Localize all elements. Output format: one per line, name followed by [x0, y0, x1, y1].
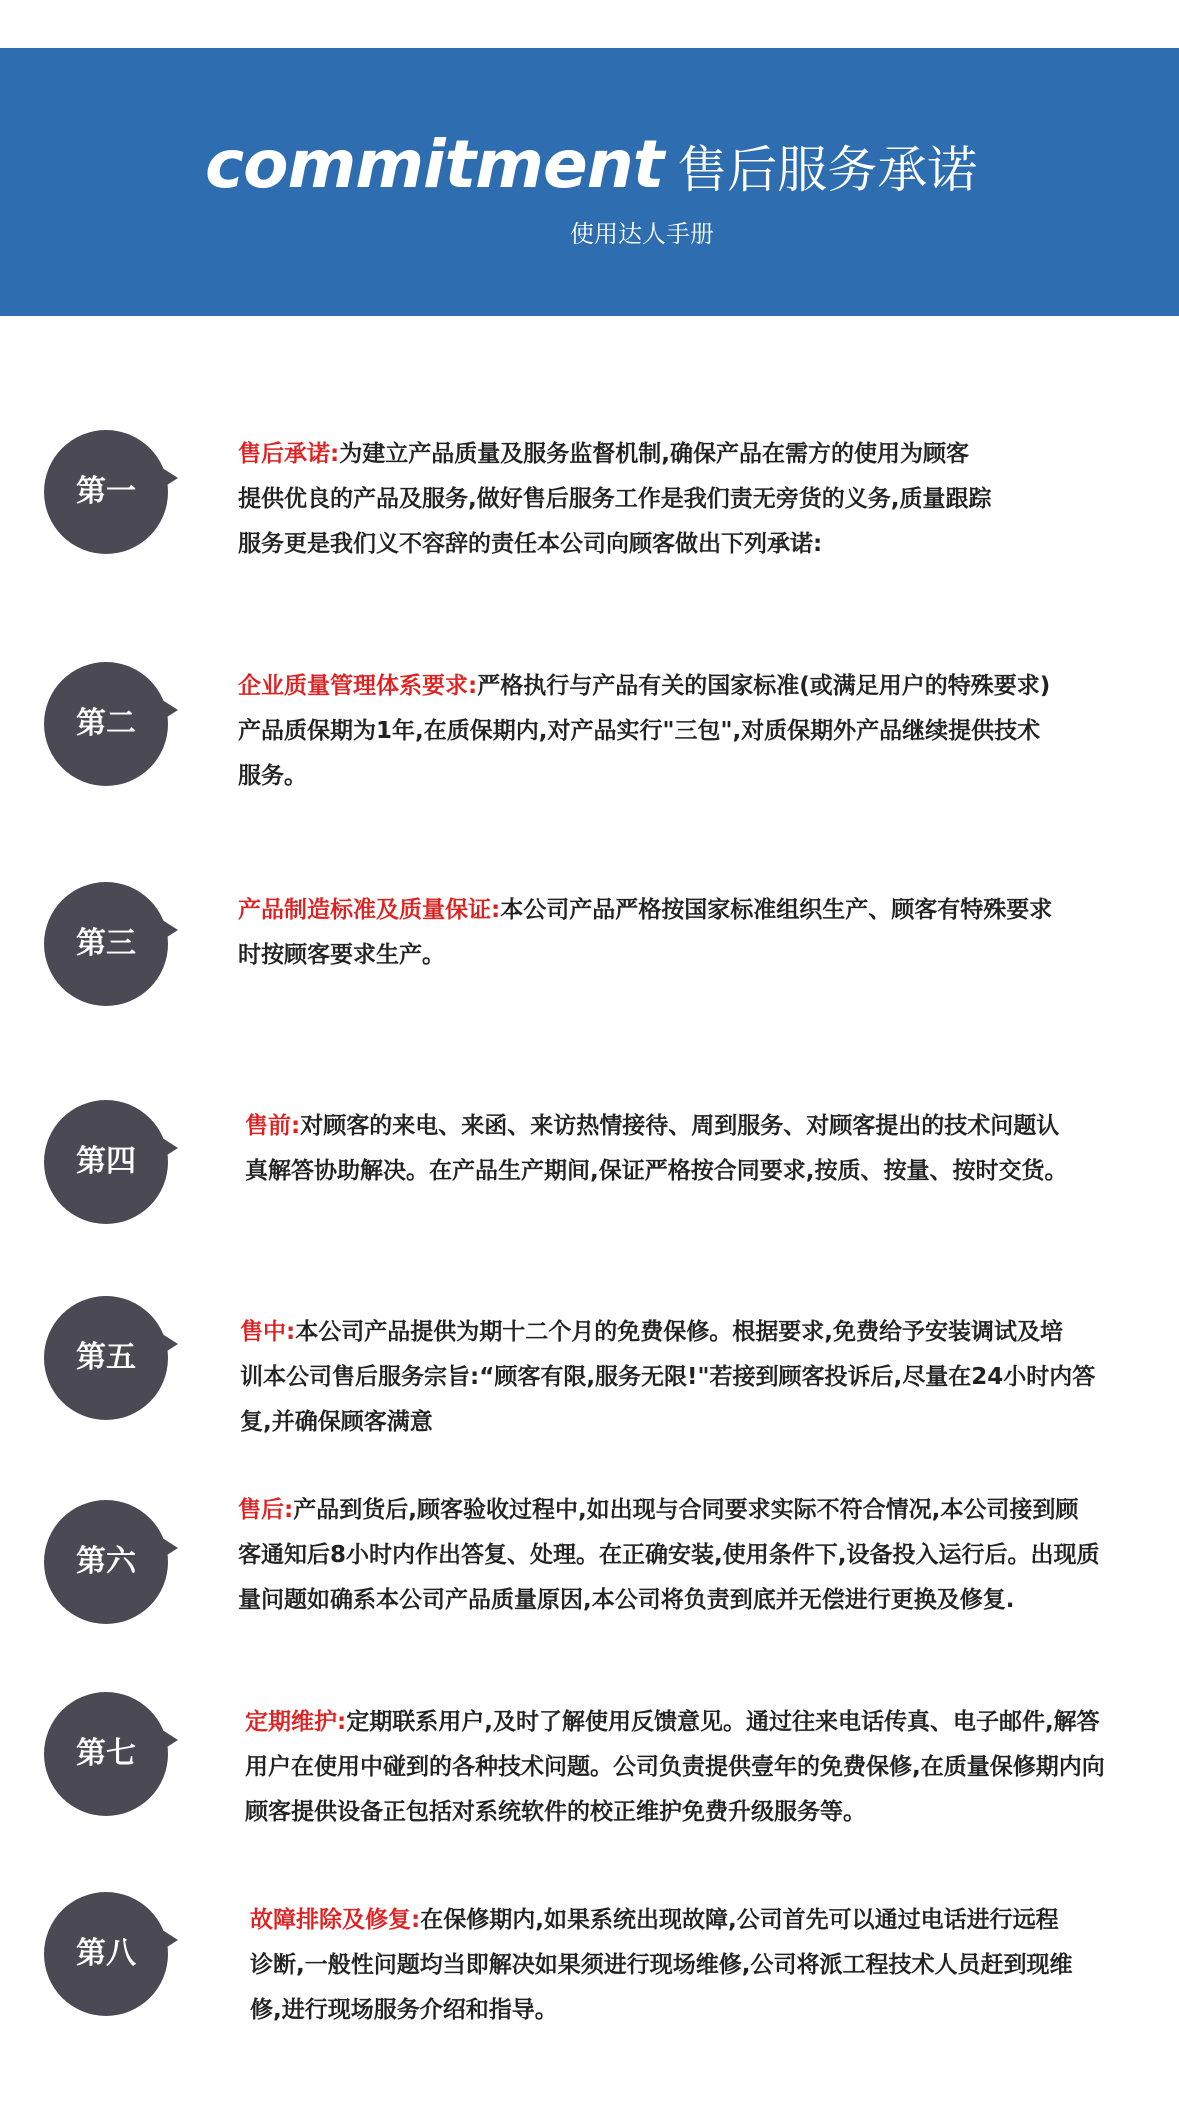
item-text: 售后承诺:为建立产品质量及服务监督机制,确保产品在需方的使用为顾客 提供优良的产品及服务,做好售后服务工作是我们责无旁货的义务,质量跟踪 服务更是我们义不容辞的责任本公司向顾客做出下列承诺: [238, 441, 992, 557]
item-badge: 第七 [44, 1692, 168, 1816]
item-badge: 第二 [44, 662, 168, 786]
item-text: 企业质量管理体系要求:严格执行与产品有关的国家标准(或满足用户的特殊要求) 产品质保期为1年,在质保期内,对产品实行"三包",对质保期外产品继续提供技术 服务。 [238, 673, 1051, 789]
item-text: 售前:对顾客的来电、来函、来访热情接待、周到服务、对顾客提出的技术问题认 真解答协助解决。在产品生产期间,保证严格按合同要求,按质、按量、按时交货。 [245, 1113, 1068, 1184]
item-text: 定期维护:定期联系用户,及时了解使用反馈意见。通过往来电话传真、电子邮件,解答 用户在使用中碰到的各种技术问题。公司负责提供壹年的免费保修,在质量保修期内向 顾客提供设备正包括对系统软件的校正维护免费升级服务等。 [245, 1709, 1105, 1825]
item-label: 定期维护: [245, 1709, 347, 1735]
item-badge: 第四 [44, 1100, 168, 1224]
header-title [205, 126, 977, 203]
item-label: 售前: [245, 1113, 301, 1139]
title-english: commitment [205, 126, 664, 203]
item-label: 售后承诺: [238, 441, 340, 467]
item-badge: 第一 [44, 430, 168, 554]
item-label: 故障排除及修复: [250, 1907, 421, 1933]
item-badge: 第六 [44, 1500, 168, 1624]
item-label: 售后: [238, 1497, 294, 1523]
item-label: 产品制造标准及质量保证: [238, 897, 501, 923]
item-text: 售后:产品到货后,顾客验收过程中,如出现与合同要求实际不符合情况,本公司接到顾 客通知后8小时内作出答复、处理。在正确安装,使用条件下,设备投入运行后。出现质 量问题如确系本公司产品质量原因,本公司将负责到底并无偿进行更换及修复. [238, 1497, 1100, 1613]
item-text: 产品制造标准及质量保证:本公司产品严格按国家标准组织生产、顾客有特殊要求 时按顾客要求生产。 [238, 897, 1053, 968]
header-subtitle: 使用达人手册 [570, 220, 714, 248]
item-label: 企业质量管理体系要求: [238, 673, 478, 699]
title-chinese: 售后服务承诺 [677, 141, 978, 199]
item-badge: 第八 [44, 1892, 168, 2016]
item-label: 售中: [240, 1319, 296, 1345]
item-text: 故障排除及修复:在保修期内,如果系统出现故障,公司首先可以通过电话进行远程 诊断,一般性问题均当即解决如果须进行现场维修,公司将派工程技术人员赶到现维 修,进行现场服务介绍和指导。 [250, 1907, 1073, 2023]
item-text: 售中:本公司产品提供为期十二个月的免费保修。根据要求,免费给予安装调试及培 训本公司售后服务宗旨:“顾客有限,服务无限!"若接到顾客投诉后,尽量在24小时内答 复,并确保顾客满意 [240, 1319, 1096, 1435]
item-badge: 第五 [44, 1296, 168, 1420]
item-badge: 第三 [44, 882, 168, 1006]
